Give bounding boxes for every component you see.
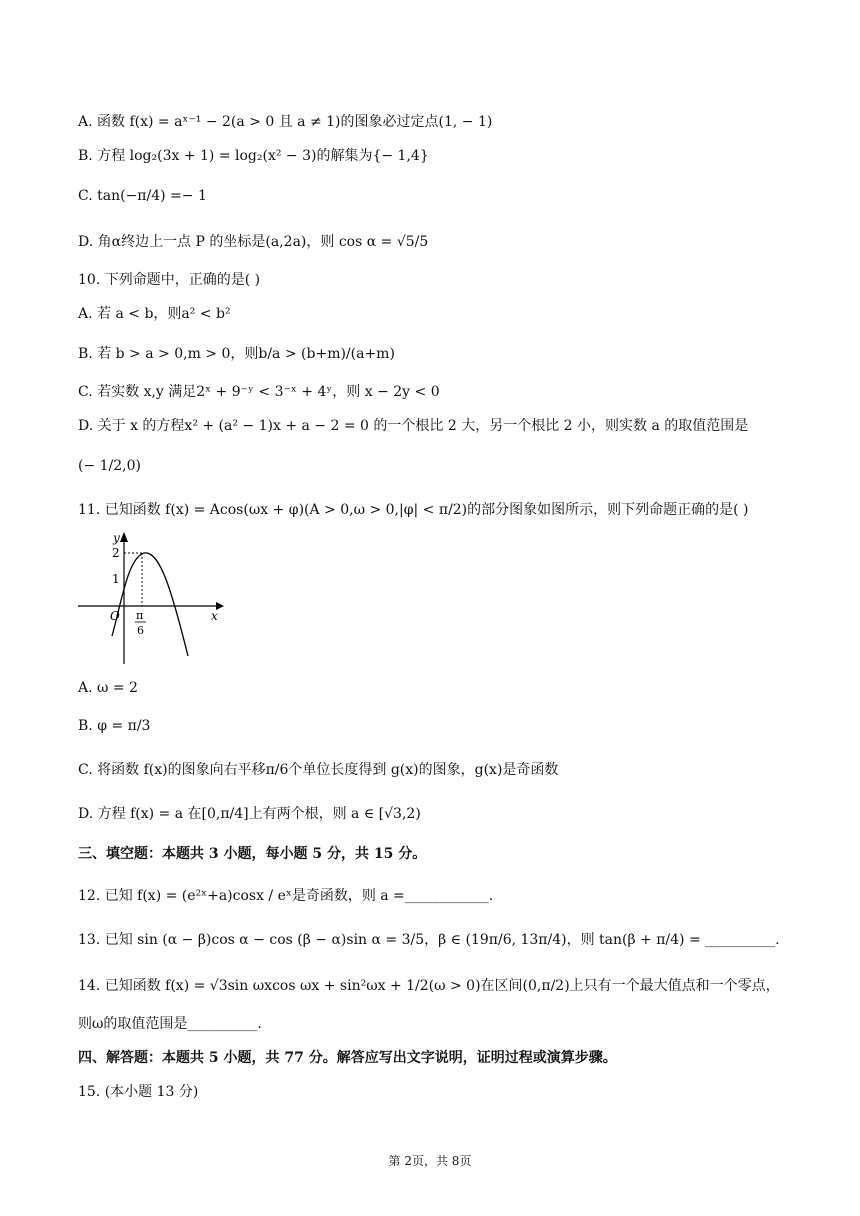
tick-label-pi: π xyxy=(136,609,144,622)
q12: 12. 已知 f(x) = (e²ˣ+a)cosx / eˣ是奇函数，则 a =____________. xyxy=(78,888,494,904)
q15: 15. (本小题 13 分) xyxy=(78,1084,199,1100)
tick-label-6: 6 xyxy=(137,624,144,637)
section-3-heading: 三、填空题：本题共 3 小题，每小题 5 分，共 15 分。 xyxy=(78,846,427,862)
q9-option-d: D. 角α终边上一点 P 的坐标是(a,2a)，则 cos α = √5/5 xyxy=(78,234,429,250)
x-axis-label: x xyxy=(211,609,218,623)
q11-stem: 11. 已知函数 f(x) = Acos(ωx + φ)(A > 0,ω > 0,|φ| < π/2)的部分图象如图所示，则下列命题正确的是( ) xyxy=(78,502,749,518)
q11-option-b: B. φ = π/3 xyxy=(78,718,151,734)
q10-option-c: C. 若实数 x,y 满足2ˣ + 9⁻ʸ < 3⁻ˣ + 4ʸ，则 x − 2y < 0 xyxy=(78,384,440,400)
q9-option-b: B. 方程 log₂(3x + 1) = log₂(x² − 3)的解集为{− 1,4} xyxy=(78,148,429,164)
page-footer: 第 2页，共 8页 xyxy=(388,1154,472,1168)
function-graph-figure xyxy=(76,530,226,666)
section-4-heading: 四、解答题：本题共 5 小题，共 77 分。解答应写出文字说明，证明过程或演算步骤。 xyxy=(78,1050,617,1066)
origin-label: O xyxy=(110,609,120,623)
q10-option-d-line1: D. 关于 x 的方程x² + (a² − 1)x + a − 2 = 0 的一个根比 2 大，另一个根比 2 小，则实数 a 的取值范围是 xyxy=(78,418,749,434)
q9-option-a: A. 函数 f(x) = aˣ⁻¹ − 2(a > 0 且 a ≠ 1)的图象必过定点(1, − 1) xyxy=(78,114,493,130)
y-axis-arrow-icon xyxy=(120,532,128,542)
tick-label-1: 1 xyxy=(112,572,120,586)
q10-option-a: A. 若 a < b，则a² < b² xyxy=(78,306,231,322)
q10-option-b: B. 若 b > a > 0,m > 0，则b/a > (b+m)/(a+m) xyxy=(78,346,395,362)
q9-option-c: C. tan(−π/4) =− 1 xyxy=(78,188,207,204)
tick-label-2: 2 xyxy=(112,546,120,560)
q13: 13. 已知 sin (α − β)cos α − cos (β − α)sin α = 3/5，β ∈ (19π/6, 13π/4)，则 tan(β + π/4) = __________. xyxy=(78,932,780,948)
q10-option-d-line2: (− 1/2,0) xyxy=(78,458,141,474)
q11-option-c: C. 将函数 f(x)的图象向右平移π/6个单位长度得到 g(x)的图象，g(x)是奇函数 xyxy=(78,762,559,778)
q14-line1: 14. 已知函数 f(x) = √3sin ωxcos ωx + sin²ωx + 1/2(ω > 0)在区间(0,π/2)上只有一个最大值点和一个零点， xyxy=(78,978,780,994)
q11-option-a: A. ω = 2 xyxy=(78,680,138,696)
q14-line2: 则ω的取值范围是__________. xyxy=(78,1016,262,1032)
y-axis-label: y xyxy=(113,531,120,545)
q11-option-d: D. 方程 f(x) = a 在[0,π/4]上有两个根，则 a ∈ [√3,2) xyxy=(78,806,421,822)
q10-stem: 10. 下列命题中，正确的是( ) xyxy=(78,272,261,288)
